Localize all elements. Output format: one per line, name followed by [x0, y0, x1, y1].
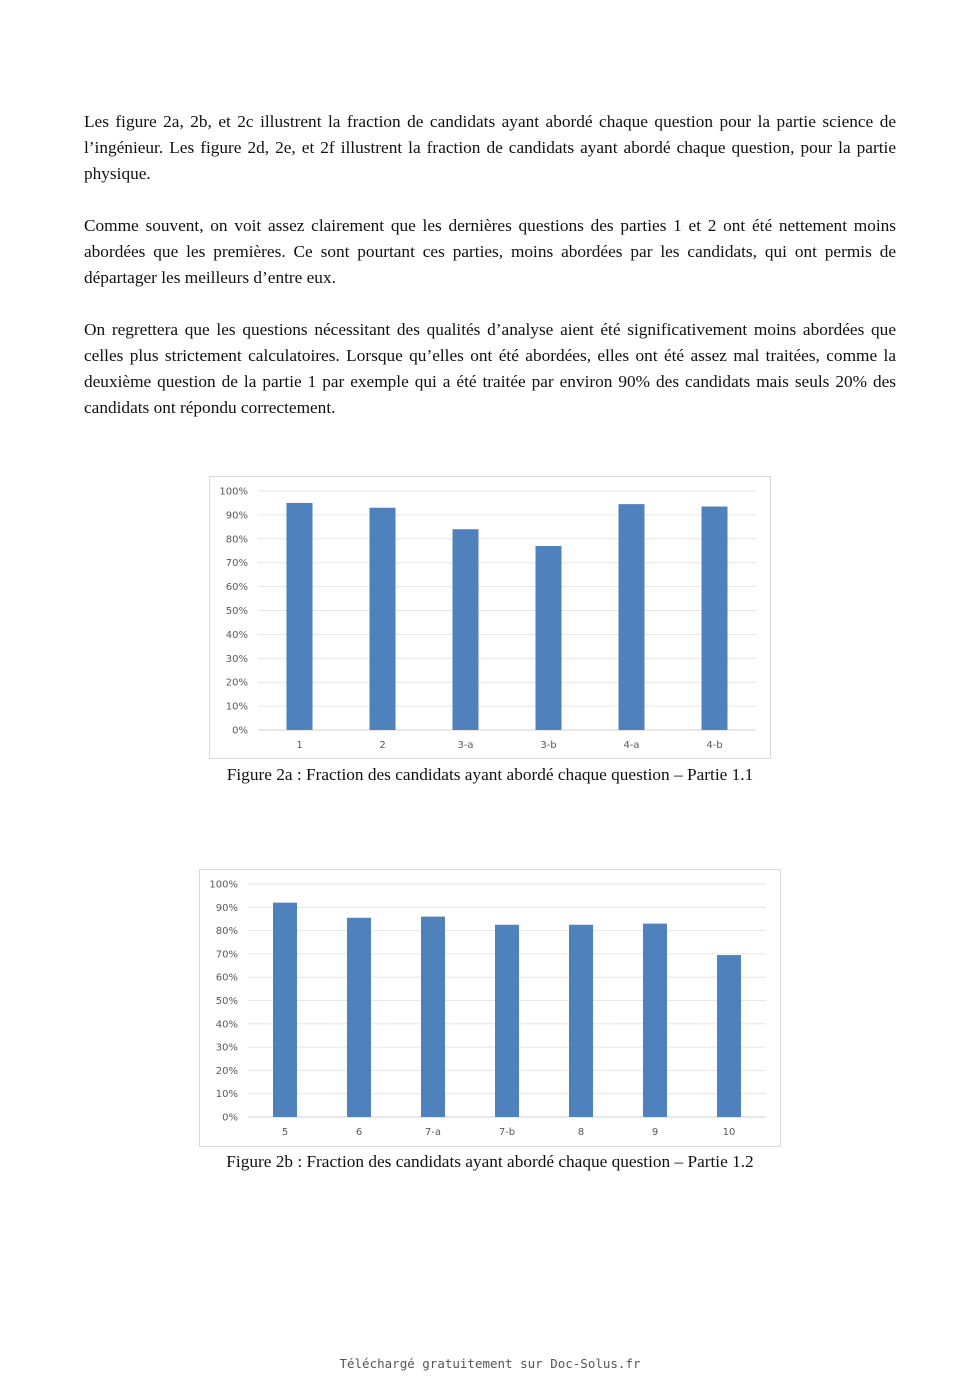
- x-tick-label: 4-b: [706, 740, 723, 751]
- x-tick-label: 7-b: [498, 1127, 516, 1138]
- y-tick-label: 70%: [215, 949, 238, 961]
- bar-4-b: [702, 507, 728, 730]
- bar-5: [273, 903, 297, 1117]
- bar-7-b: [495, 925, 519, 1117]
- paragraph-observation: Comme souvent, on voit assez clairement que les dernières questions des parties 1 et 2 ont été nettement moins abordées que les premières. Ce sont pourtant ces parties, moins abordées par les candidats, qui ont permis de départager les meilleurs d’entre eux.: [84, 216, 896, 287]
- x-tick-label: 3-b: [540, 740, 557, 751]
- x-tick-label: 9: [651, 1127, 659, 1138]
- x-tick-label: 3-a: [457, 740, 474, 751]
- bar-3-b: [536, 546, 562, 730]
- y-tick-label: 100%: [209, 879, 238, 891]
- y-tick-label: 40%: [215, 1019, 238, 1031]
- bar-1: [287, 503, 313, 730]
- x-tick-label: 2: [379, 740, 386, 751]
- y-tick-label: 10%: [225, 701, 248, 713]
- y-tick-label: 70%: [225, 558, 248, 570]
- y-tick-label: 30%: [225, 653, 248, 665]
- x-tick-label: 8: [577, 1127, 585, 1138]
- bar-3-a: [453, 529, 479, 730]
- figure-2b-chart: [199, 869, 781, 1147]
- y-tick-label: 30%: [215, 1042, 238, 1054]
- x-tick-label: 10: [722, 1127, 736, 1138]
- y-tick-label: 10%: [215, 1089, 238, 1101]
- y-tick-label: 40%: [225, 629, 248, 641]
- y-tick-label: 50%: [225, 606, 248, 617]
- x-tick-label: 6: [355, 1127, 363, 1138]
- bar-9: [643, 924, 667, 1117]
- y-tick-label: 0%: [222, 1112, 238, 1124]
- x-tick-label: 4-a: [623, 740, 640, 751]
- x-tick-label: 5: [281, 1127, 289, 1138]
- y-tick-label: 20%: [225, 677, 248, 689]
- bar-8: [569, 925, 593, 1117]
- y-tick-label: 0%: [232, 725, 248, 737]
- y-tick-label: 100%: [219, 486, 248, 498]
- y-tick-label: 20%: [215, 1065, 238, 1077]
- x-tick-label: 7-a: [424, 1127, 442, 1138]
- figure-2b-caption: Figure 2b : Fraction des candidats ayant abordé chaque question – Partie 1.2: [226, 1152, 754, 1171]
- bar-10: [717, 955, 741, 1117]
- y-tick-label: 60%: [215, 972, 238, 984]
- bar-6: [347, 918, 371, 1117]
- figure-2a-caption: Figure 2a : Fraction des candidats ayant abordé chaque question – Partie 1.1: [226, 765, 754, 784]
- y-tick-label: 90%: [225, 510, 248, 522]
- figure-2a-chart: [209, 476, 771, 759]
- paragraph-intro: Les figure 2a, 2b, et 2c illustrent la fraction de candidats ayant abordé chaque question pour la partie science de l’ingénieur. Les figure 2d, 2e, et 2f illustrent la fraction de candidats ayant abordé chaque question, pour la partie physique.: [84, 112, 896, 183]
- footer-watermark: Téléchargé gratuitement sur Doc-Solus.fr: [339, 1356, 641, 1371]
- y-tick-label: 90%: [215, 902, 238, 914]
- y-tick-label: 80%: [215, 926, 238, 938]
- bar-2: [370, 508, 396, 730]
- paragraph-analysis: On regrettera que les questions nécessitant des qualités d’analyse aient été significativement moins abordées que celles plus strictement calculatoires. Lorsque qu’elles ont été abordées, elles ont été assez mal traitées, comme la deuxième question de la partie 1 par exemple qui a été traitée par environ 90% des candidats mais seuls 20% des candidats ont répondu correctement.: [84, 320, 896, 417]
- y-tick-label: 60%: [225, 582, 248, 594]
- bar-7-a: [421, 917, 445, 1117]
- x-tick-label: 1: [296, 740, 303, 751]
- y-tick-label: 80%: [225, 534, 248, 546]
- bar-4-a: [619, 504, 645, 730]
- y-tick-label: 50%: [215, 996, 238, 1007]
